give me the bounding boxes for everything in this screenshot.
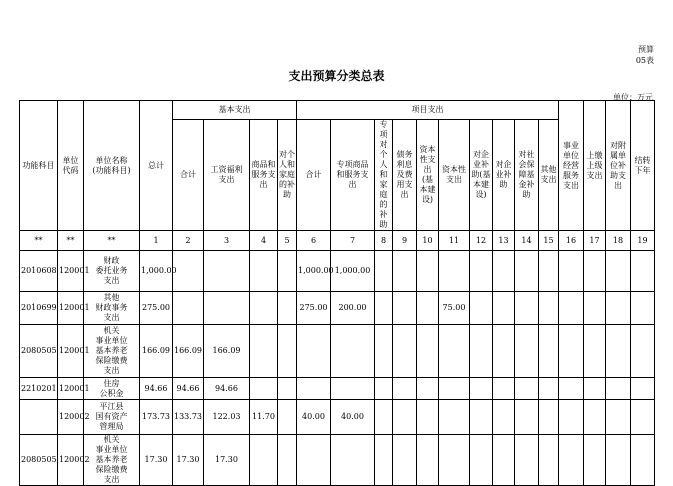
amount-cell <box>470 378 493 400</box>
amount-cell: 122.03 <box>204 400 250 435</box>
amount-cell <box>606 292 631 325</box>
column-index: 4 <box>250 231 278 251</box>
column-index: ** <box>84 231 140 251</box>
data-rows <box>20 251 655 486</box>
amount-cell <box>631 325 655 378</box>
unit-code-cell: 120001 <box>58 378 84 400</box>
column-index: 3 <box>204 231 250 251</box>
header-basic-total: 合计 <box>173 120 204 231</box>
header-special-goods: 专项商品 和服务支 出 <box>331 120 375 231</box>
column-index: 12 <box>470 231 493 251</box>
amount-cell <box>439 378 470 400</box>
column-index: 10 <box>417 231 439 251</box>
column-index: 5 <box>278 231 297 251</box>
amount-cell <box>393 251 417 292</box>
amount-cell <box>250 378 278 400</box>
amount-cell <box>278 325 297 378</box>
amount-cell <box>493 325 515 378</box>
amount-cell: 166.09 <box>173 325 204 378</box>
unit-name-cell: 其他 财政事务 支出 <box>84 292 140 325</box>
unit-code-cell: 120001 <box>58 325 84 378</box>
amount-cell: 133.73 <box>173 400 204 435</box>
amount-cell <box>631 400 655 435</box>
unit-name-cell: 机关 事业单位 基本养老 保险缴费 支出 <box>84 325 140 378</box>
amount-cell <box>539 325 559 378</box>
amount-cell: 1,000.00 <box>297 251 331 292</box>
amount-cell: 17.30 <box>140 435 173 486</box>
amount-cell <box>278 400 297 435</box>
header-upper-payment: 上缴 上级 支出 <box>584 101 606 231</box>
header-func-subject: 功能科目 <box>20 101 58 231</box>
column-index: 9 <box>393 231 417 251</box>
amount-cell: 94.66 <box>204 378 250 400</box>
amount-cell: 166.09 <box>140 325 173 378</box>
amount-cell <box>539 400 559 435</box>
column-index: 14 <box>515 231 539 251</box>
header-capital: 资本性 支出 <box>439 120 470 231</box>
amount-cell <box>439 251 470 292</box>
amount-cell <box>375 378 393 400</box>
amount-cell <box>250 251 278 292</box>
amount-cell <box>417 400 439 435</box>
amount-cell <box>393 378 417 400</box>
column-index: 19 <box>631 231 655 251</box>
amount-cell <box>375 251 393 292</box>
amount-cell: 94.66 <box>140 378 173 400</box>
amount-cell <box>584 325 606 378</box>
amount-cell <box>515 325 539 378</box>
unit-label: 单位：万元 <box>613 93 653 102</box>
amount-cell <box>417 251 439 292</box>
unit-code-cell: 120002 <box>58 400 84 435</box>
column-index: 16 <box>559 231 584 251</box>
amount-cell: 1,000.00 <box>140 251 173 292</box>
header-capital-build: 资本 性支 出(基 本建 设) <box>417 120 439 231</box>
report-number: 05表 <box>635 56 654 65</box>
column-index: ** <box>20 231 58 251</box>
report-corner-label <box>636 44 654 66</box>
header-goods-services: 商品和 服务支 出 <box>250 120 278 231</box>
amount-cell <box>278 292 297 325</box>
amount-cell: 17.30 <box>173 435 204 486</box>
header-row-group <box>20 101 655 120</box>
header-basic-expenditure: 基本支出 <box>173 101 297 120</box>
amount-cell <box>331 435 375 486</box>
amount-cell <box>606 400 631 435</box>
amount-cell <box>173 251 204 292</box>
amount-cell <box>393 292 417 325</box>
amount-cell <box>584 378 606 400</box>
func-subject-cell: 2010699 <box>20 292 58 325</box>
amount-cell <box>393 435 417 486</box>
amount-cell <box>493 251 515 292</box>
column-index: 7 <box>331 231 375 251</box>
column-index: 6 <box>297 231 331 251</box>
amount-cell <box>631 435 655 486</box>
amount-cell <box>493 435 515 486</box>
header-affiliated-subsidy: 对附 属单 位补 助支 出 <box>606 101 631 231</box>
amount-cell <box>493 292 515 325</box>
amount-cell: 40.00 <box>297 400 331 435</box>
amount-cell <box>539 435 559 486</box>
amount-cell <box>631 251 655 292</box>
amount-cell <box>515 435 539 486</box>
table-row <box>20 400 655 435</box>
header-project-total: 合计 <box>297 120 331 231</box>
amount-cell: 17.30 <box>204 435 250 486</box>
amount-cell <box>375 435 393 486</box>
amount-cell <box>204 292 250 325</box>
amount-cell <box>204 251 250 292</box>
amount-cell <box>417 435 439 486</box>
column-index-row <box>20 231 655 251</box>
amount-cell <box>606 251 631 292</box>
amount-cell <box>631 378 655 400</box>
column-index: ** <box>58 231 84 251</box>
amount-cell <box>250 292 278 325</box>
index-row-group <box>20 231 655 251</box>
amount-cell <box>493 400 515 435</box>
amount-cell <box>584 400 606 435</box>
amount-cell <box>515 378 539 400</box>
amount-cell <box>297 378 331 400</box>
header-special-personal: 专项 对个 人和 家庭 的补 助 <box>375 120 393 231</box>
func-subject-cell: 2210201 <box>20 378 58 400</box>
column-index: 11 <box>439 231 470 251</box>
amount-cell: 275.00 <box>297 292 331 325</box>
amount-cell <box>559 292 584 325</box>
column-index: 18 <box>606 231 631 251</box>
amount-cell <box>606 435 631 486</box>
table-row <box>20 378 655 400</box>
amount-cell <box>515 292 539 325</box>
amount-cell <box>539 378 559 400</box>
amount-cell <box>493 378 515 400</box>
func-subject-cell: 2010608 <box>20 251 58 292</box>
header-unit-name: 单位名称 (功能科目) <box>84 101 140 231</box>
amount-cell <box>559 251 584 292</box>
func-subject-cell: 2080505 <box>20 435 58 486</box>
amount-cell <box>417 378 439 400</box>
header-enterprise-build: 对企 业补 助(基 本建设) <box>470 120 493 231</box>
amount-cell <box>470 400 493 435</box>
amount-cell <box>584 435 606 486</box>
amount-cell <box>250 325 278 378</box>
amount-cell <box>584 292 606 325</box>
amount-cell <box>278 251 297 292</box>
header-project-expenditure: 项目支出 <box>297 101 559 120</box>
amount-cell <box>539 251 559 292</box>
amount-cell <box>417 325 439 378</box>
table-row <box>20 325 655 378</box>
header-carry-over: 结转 下年 <box>631 101 655 231</box>
column-index: 13 <box>493 231 515 251</box>
amount-cell <box>559 325 584 378</box>
amount-cell <box>439 325 470 378</box>
amount-cell <box>559 435 584 486</box>
unit-name-cell: 财政 委托业务 支出 <box>84 251 140 292</box>
amount-cell <box>250 435 278 486</box>
amount-cell <box>631 292 655 325</box>
amount-cell <box>515 400 539 435</box>
header-total: 总计 <box>140 101 173 231</box>
unit-code-cell: 120002 <box>58 435 84 486</box>
amount-cell <box>539 292 559 325</box>
amount-cell <box>470 325 493 378</box>
column-index: 17 <box>584 231 606 251</box>
amount-cell: 166.09 <box>204 325 250 378</box>
amount-cell: 275.00 <box>140 292 173 325</box>
header-biz-service: 事业 单位 经营 服务 支出 <box>559 101 584 231</box>
amount-cell <box>470 292 493 325</box>
unit-code-cell: 120001 <box>58 251 84 292</box>
header-other: 其他 支出 <box>539 120 559 231</box>
column-index: 1 <box>140 231 173 251</box>
column-index: 15 <box>539 231 559 251</box>
budget-table <box>19 100 655 486</box>
amount-cell <box>331 378 375 400</box>
page-title: 支出预算分类总表 <box>288 69 385 83</box>
header-social-security: 对社 会保 障基 金补 助 <box>515 120 539 231</box>
table-row <box>20 251 655 292</box>
table-row <box>20 435 655 486</box>
amount-cell <box>173 292 204 325</box>
header-debt-interest: 债务 利息 及费 用支 出 <box>393 120 417 231</box>
amount-cell <box>375 400 393 435</box>
amount-cell <box>417 292 439 325</box>
header-unit-code: 单位代码 <box>58 101 84 231</box>
amount-cell <box>559 378 584 400</box>
amount-cell <box>584 251 606 292</box>
amount-cell <box>606 378 631 400</box>
func-subject-cell: 2080505 <box>20 325 58 378</box>
unit-code-cell: 120001 <box>58 292 84 325</box>
header-wages: 工资福利 支出 <box>204 120 250 231</box>
amount-cell: 75.00 <box>439 292 470 325</box>
unit-name-cell: 住房 公积金 <box>84 378 140 400</box>
amount-cell <box>470 435 493 486</box>
amount-cell <box>393 325 417 378</box>
unit-name-cell: 平江县 国有资产 管理局 <box>84 400 140 435</box>
amount-cell: 11.70 <box>250 400 278 435</box>
column-index: 8 <box>375 231 393 251</box>
amount-cell: 173.73 <box>140 400 173 435</box>
table-row <box>20 292 655 325</box>
report-type: 预算 <box>638 45 654 54</box>
amount-cell: 40.00 <box>331 400 375 435</box>
amount-cell <box>331 325 375 378</box>
amount-cell <box>439 400 470 435</box>
amount-cell <box>278 378 297 400</box>
amount-cell <box>393 400 417 435</box>
amount-cell <box>606 325 631 378</box>
amount-cell <box>439 435 470 486</box>
amount-cell <box>470 251 493 292</box>
amount-cell <box>515 251 539 292</box>
amount-cell <box>297 325 331 378</box>
column-index: 2 <box>173 231 204 251</box>
amount-cell <box>297 435 331 486</box>
header-personal-subsidy: 对个 人和 家庭 的补 助 <box>278 120 297 231</box>
header-enterprise: 对企 业补 助 <box>493 120 515 231</box>
amount-cell <box>375 292 393 325</box>
func-subject-cell <box>20 400 58 435</box>
amount-cell <box>559 400 584 435</box>
amount-cell <box>278 435 297 486</box>
amount-cell: 1,000.00 <box>331 251 375 292</box>
amount-cell <box>375 325 393 378</box>
amount-cell: 200.00 <box>331 292 375 325</box>
amount-cell: 94.66 <box>173 378 204 400</box>
unit-name-cell: 机关 事业单位 基本养老 保险缴费 支出 <box>84 435 140 486</box>
